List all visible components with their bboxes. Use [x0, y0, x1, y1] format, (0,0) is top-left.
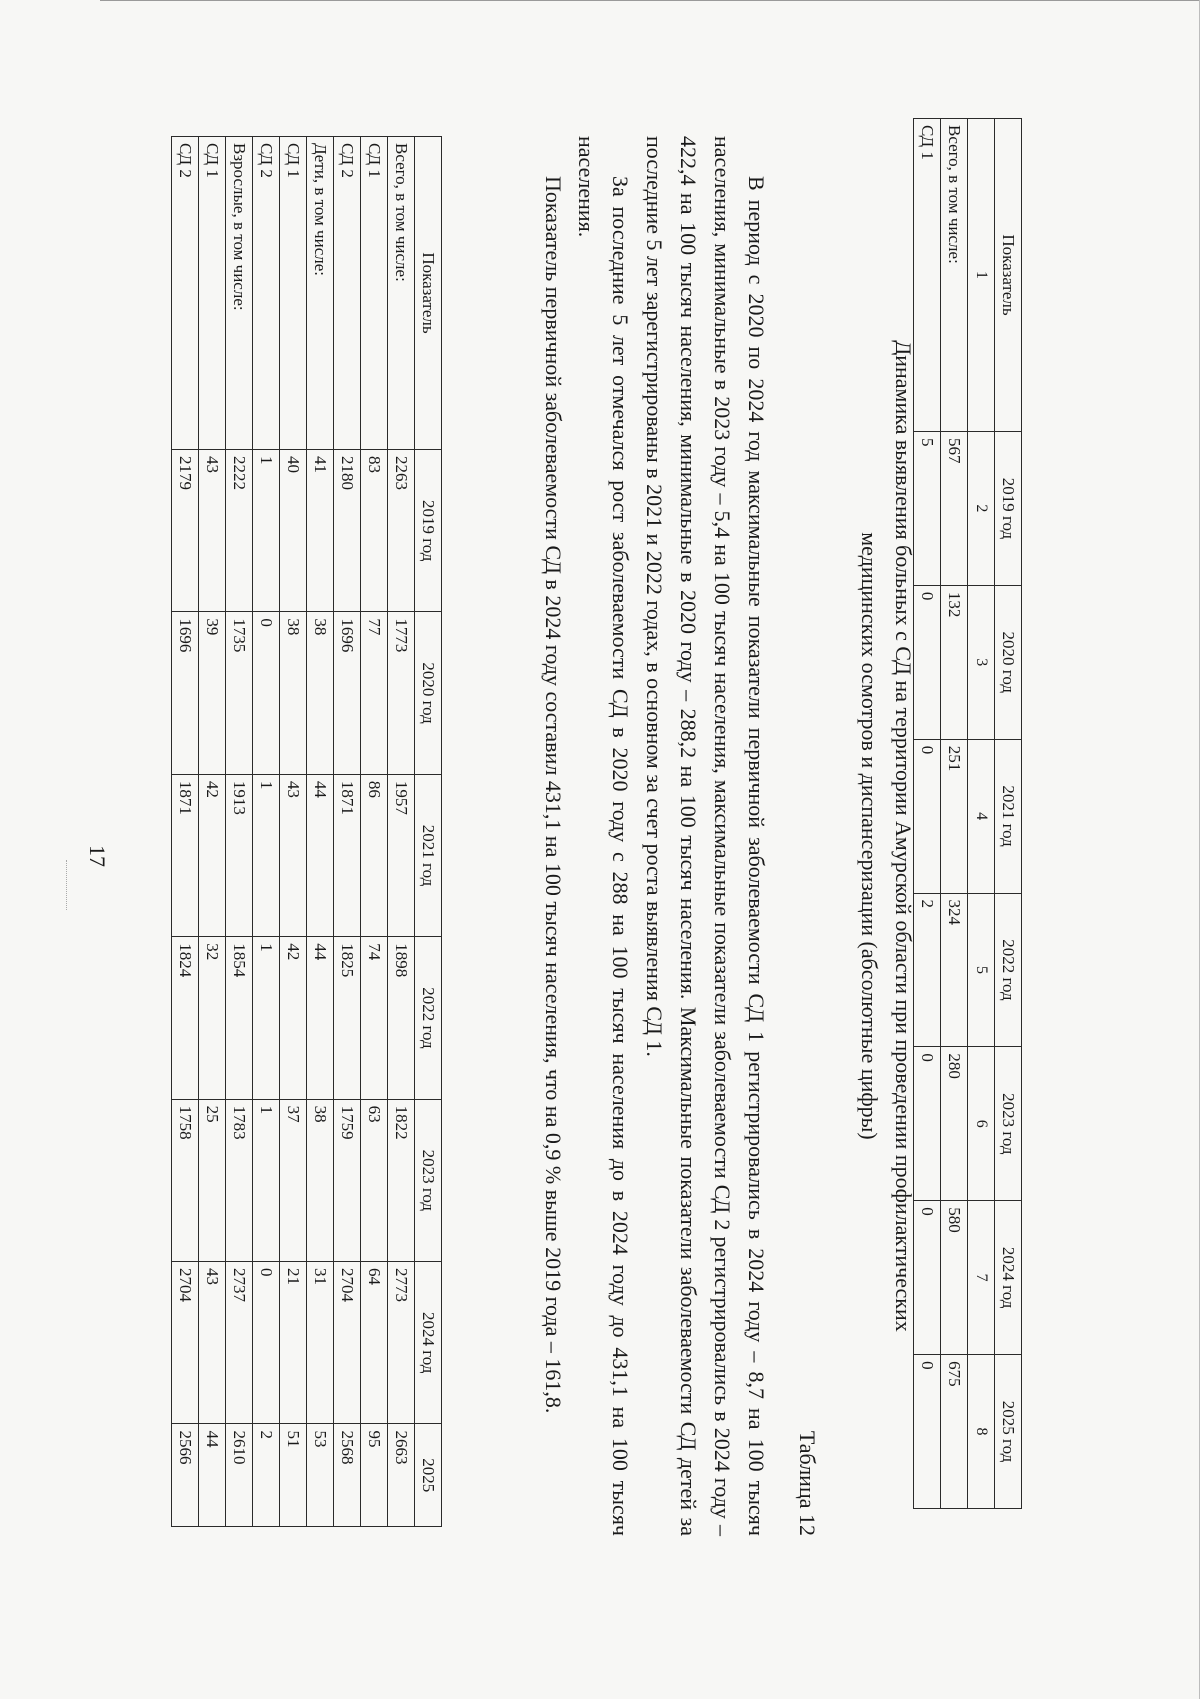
- value-cell: 0: [253, 1262, 280, 1424]
- value-cell: 53: [307, 1424, 334, 1527]
- value-cell: 63: [361, 1099, 388, 1261]
- value-cell: 74: [361, 937, 388, 1099]
- value-cell: 1871: [334, 774, 361, 936]
- value-cell: 42: [280, 937, 307, 1099]
- value-cell: 2568: [334, 1424, 361, 1527]
- table-header-row: [995, 119, 1022, 1509]
- header-cell: 2022 год: [415, 937, 442, 1099]
- value-cell: 1957: [388, 774, 415, 936]
- table-row: [361, 137, 388, 1527]
- value-cell: 1773: [388, 612, 415, 774]
- column-number: 5: [968, 893, 995, 1047]
- header-cell: 2021 год: [415, 774, 442, 936]
- value-cell: 2179: [172, 450, 199, 612]
- value-cell: 1824: [172, 937, 199, 1099]
- row-label-cell: СД 2: [334, 137, 361, 450]
- table-header-row: [415, 137, 442, 1527]
- table-row: [199, 137, 226, 1527]
- value-cell: 1696: [172, 612, 199, 774]
- header-cell: 2023 год: [995, 1047, 1022, 1201]
- column-number-row: [968, 119, 995, 1509]
- value-cell: 2704: [172, 1262, 199, 1424]
- value-cell: 2737: [226, 1262, 253, 1424]
- column-number: 3: [968, 585, 995, 739]
- value-cell: 2: [914, 893, 941, 1047]
- value-cell: 32: [199, 937, 226, 1099]
- column-number: 4: [968, 739, 995, 893]
- value-cell: 64: [361, 1262, 388, 1424]
- header-cell: 2024 год: [995, 1201, 1022, 1355]
- header-cell: 2023 год: [415, 1099, 442, 1261]
- row-label-cell: СД 1: [914, 119, 941, 432]
- paragraph-incidence-summary: Показатель первичной заболеваемости СД в 2024 году составил 431,1 на 100 тысяч населения, что на 0,9 % выше 2019 года – 161,8.: [541, 176, 566, 1414]
- value-cell: 2773: [388, 1262, 415, 1424]
- value-cell: 0: [253, 612, 280, 774]
- value-cell: 1854: [226, 937, 253, 1099]
- value-cell: 251: [941, 739, 968, 893]
- value-cell: 1913: [226, 774, 253, 936]
- value-cell: 44: [199, 1424, 226, 1527]
- value-cell: 38: [307, 612, 334, 774]
- row-label-cell: СД 1: [361, 137, 388, 450]
- diabetes-incidence-table: [171, 136, 442, 1527]
- value-cell: 51: [280, 1424, 307, 1527]
- value-cell: 0: [914, 1201, 941, 1355]
- value-cell: 132: [941, 585, 968, 739]
- table-row: [388, 137, 415, 1527]
- header-cell: 2019 год: [995, 432, 1022, 586]
- value-cell: 2180: [334, 450, 361, 612]
- table-title-line: Динамика выявления больных с СД на территории Амурской области при проведении профилактических: [891, 340, 916, 1332]
- value-cell: 5: [914, 432, 941, 586]
- value-cell: 1: [253, 774, 280, 936]
- value-cell: 2: [253, 1424, 280, 1527]
- value-cell: 2663: [388, 1424, 415, 1527]
- value-cell: 675: [941, 1355, 968, 1509]
- value-cell: 77: [361, 612, 388, 774]
- value-cell: 2566: [172, 1424, 199, 1527]
- table-title: [852, 136, 920, 1536]
- header-cell: 2020 год: [995, 585, 1022, 739]
- value-cell: 43: [199, 1262, 226, 1424]
- value-cell: 280: [941, 1047, 968, 1201]
- table-row: [253, 137, 280, 1527]
- value-cell: 31: [307, 1262, 334, 1424]
- value-cell: 1783: [226, 1099, 253, 1261]
- value-cell: 38: [280, 612, 307, 774]
- value-cell: 1871: [172, 774, 199, 936]
- paragraph-period-details: В период с 2020 по 2024 год максимальные показатели первичной заболеваемости СД 1 регистрировались в 2024 году – 8,7 на 100 тысяч населения, минимальные в 2023 году – 5,4 на 100 тысяч населения, максимальные показатели заболеваемости СД 2 регистрировались в 2024 году – 422,4 на 100 тысяч населения, минимальные в 2020 году – 288,2 на 100 тысяч населения. Максимальные показатели заболеваемости СД детей за последние 5 лет зарегистрированы в 2021 и 2022 годах, в основном за счет роста выявления СД 1.: [642, 136, 769, 1536]
- value-cell: 1: [253, 450, 280, 612]
- header-cell: 2020 год: [415, 612, 442, 774]
- value-cell: 1: [253, 1099, 280, 1261]
- table-row: [280, 137, 307, 1527]
- header-cell: 2021 год: [995, 739, 1022, 893]
- value-cell: 1758: [172, 1099, 199, 1261]
- value-cell: 1825: [334, 937, 361, 1099]
- row-label-cell: Всего, в том числе:: [941, 119, 968, 432]
- value-cell: 25: [199, 1099, 226, 1261]
- value-cell: 0: [914, 1355, 941, 1509]
- value-cell: 0: [914, 739, 941, 893]
- value-cell: 2222: [226, 450, 253, 612]
- header-cell: 2025 год: [995, 1355, 1022, 1509]
- value-cell: 42: [199, 774, 226, 936]
- value-cell: 580: [941, 1201, 968, 1355]
- column-number: 8: [968, 1355, 995, 1509]
- value-cell: 1696: [334, 612, 361, 774]
- value-cell: 44: [307, 774, 334, 936]
- value-cell: 21: [280, 1262, 307, 1424]
- table-row: [914, 119, 941, 1509]
- value-cell: 95: [361, 1424, 388, 1527]
- column-number: 1: [968, 119, 995, 432]
- header-cell: 2019 год: [415, 450, 442, 612]
- value-cell: 1822: [388, 1099, 415, 1261]
- value-cell: 1898: [388, 937, 415, 1099]
- value-cell: 1759: [334, 1099, 361, 1261]
- table-row: [172, 137, 199, 1527]
- row-label-cell: Дети, в том числе:: [307, 137, 334, 450]
- page-number: 17: [85, 845, 110, 867]
- row-label-cell: Всего, в том числе:: [388, 137, 415, 450]
- value-cell: 86: [361, 774, 388, 936]
- value-cell: 37: [280, 1099, 307, 1261]
- diabetes-detection-table: [913, 118, 1022, 1509]
- value-cell: 41: [307, 450, 334, 612]
- table-row: [334, 137, 361, 1527]
- row-label-cell: СД 2: [253, 137, 280, 450]
- table-row: [941, 119, 968, 1509]
- value-cell: 1735: [226, 612, 253, 774]
- header-cell: 2025: [415, 1424, 442, 1527]
- value-cell: 2610: [226, 1424, 253, 1527]
- value-cell: 2704: [334, 1262, 361, 1424]
- value-cell: 40: [280, 450, 307, 612]
- value-cell: 38: [307, 1099, 334, 1261]
- value-cell: 44: [307, 937, 334, 1099]
- header-cell: Показатель: [415, 137, 442, 450]
- table-title-line: медицинских осмотров и диспансеризации (абсолютные цифры): [857, 532, 882, 1140]
- column-number: 2: [968, 432, 995, 586]
- value-cell: 1: [253, 937, 280, 1099]
- column-number: 7: [968, 1201, 995, 1355]
- value-cell: 2263: [388, 450, 415, 612]
- table-row: [307, 137, 334, 1527]
- header-cell: Показатель: [995, 119, 1022, 432]
- header-cell: 2024 год: [415, 1262, 442, 1424]
- header-cell: 2022 год: [995, 893, 1022, 1047]
- column-number: 6: [968, 1047, 995, 1201]
- value-cell: 0: [914, 585, 941, 739]
- value-cell: 324: [941, 893, 968, 1047]
- row-label-cell: СД 1: [199, 137, 226, 450]
- value-cell: 83: [361, 450, 388, 612]
- value-cell: 43: [199, 450, 226, 612]
- value-cell: 39: [199, 612, 226, 774]
- table-caption: Таблица 12: [795, 1430, 820, 1536]
- table-row: [226, 137, 253, 1527]
- paragraph-five-year-growth: За последние 5 лет отмечался рост заболеваемости СД в 2020 году с 288 на 100 тысяч населения до в 2024 году до 431,1 на 100 тысяч населения.: [574, 136, 633, 1536]
- value-cell: 43: [280, 774, 307, 936]
- value-cell: 0: [914, 1047, 941, 1201]
- row-label-cell: СД 2: [172, 137, 199, 450]
- row-label-cell: СД 1: [280, 137, 307, 450]
- row-label-cell: Взрослые, в том числе:: [226, 137, 253, 450]
- value-cell: 567: [941, 432, 968, 586]
